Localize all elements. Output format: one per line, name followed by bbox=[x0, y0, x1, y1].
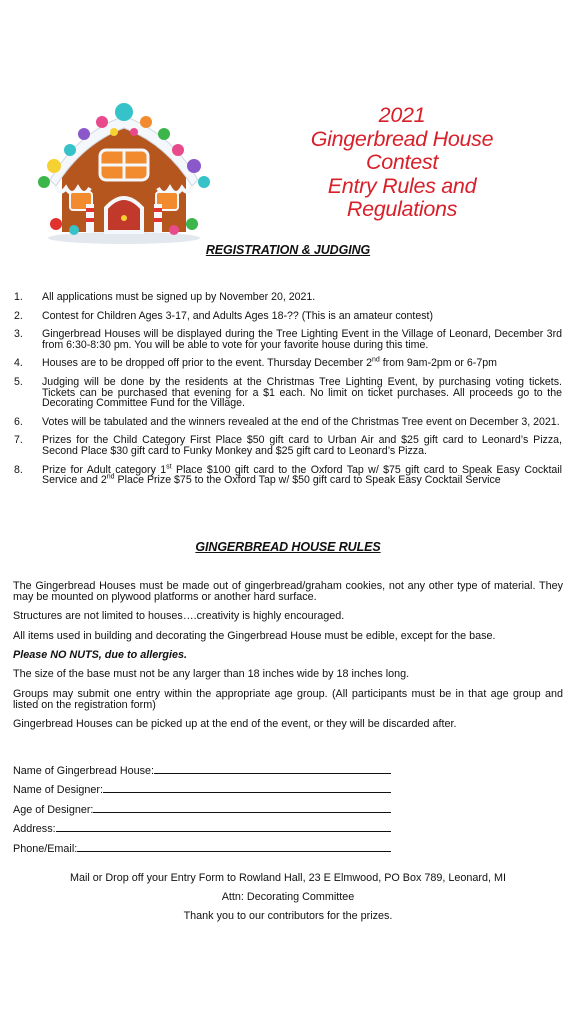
form-field[interactable] bbox=[13, 796, 413, 816]
footer-thanks: Thank you to our contributors for the prizes. bbox=[183, 910, 393, 922]
rule-text: Votes will be tabulated and the winners revealed at the end of the Christmas Tree event on December 3, 2021. bbox=[42, 415, 560, 428]
form-field[interactable] bbox=[13, 777, 413, 797]
rule-text: Prizes for the Child Category First Place $50 gift card to Urban Air and $25 gift card to Leonard’s Pizza, Second Place $30 gift card to Funky Monkey and $25 gift card to Leonard’s Pizza. bbox=[42, 434, 562, 457]
form-field[interactable] bbox=[13, 757, 413, 777]
rule-number: 2. bbox=[14, 309, 23, 322]
rule-item bbox=[14, 358, 562, 369]
house-rule: The Gingerbread Houses must be made out of gingerbread/graham cookies, not any other type of material. They may be mounted on plywood platforms or another hard surface. bbox=[13, 580, 563, 603]
rule-number: 6. bbox=[14, 415, 23, 428]
title-line: Gingerbread House bbox=[310, 126, 494, 151]
footer-attention: Attn: Decorating Committee bbox=[221, 891, 355, 903]
house-rule: Structures are not limited to houses….creativity is highly encouraged. bbox=[13, 610, 345, 623]
rule-number: 8. bbox=[14, 463, 23, 476]
rule-number: 3. bbox=[14, 328, 23, 341]
form-field-label: Age of Designer: bbox=[13, 803, 94, 816]
form-field-label: Phone/Email: bbox=[13, 842, 78, 855]
form-field-label: Name of Designer: bbox=[13, 784, 104, 796]
rule-text: Houses are to be dropped off prior to the event. Thursday December 2nd from 9am-2pm or 6-7pm bbox=[42, 356, 497, 370]
rule-text: All applications must be signed up by November 20, 2021. bbox=[42, 291, 316, 303]
page-title bbox=[292, 104, 512, 222]
rule-text: Gingerbread Houses will be displayed during the Tree Lighting Event in the Village of Leonard, December 3rd from 6:30-8:30 pm. You will be able to vote for your favorite house during this time. bbox=[42, 328, 562, 351]
form-field-blank[interactable] bbox=[103, 791, 391, 793]
title-line: Entry Rules and bbox=[327, 173, 477, 198]
rule-item bbox=[14, 417, 562, 428]
house-rule: All items used in building and decorating the Gingerbread House must be edible, except for the base. bbox=[13, 629, 496, 642]
house-rules-list bbox=[13, 581, 563, 738]
rule-number: 4. bbox=[14, 357, 23, 370]
rule-number: 1. bbox=[14, 291, 23, 303]
registration-judging-heading: REGISTRATION & JUDGING bbox=[205, 243, 371, 257]
allergy-warning: Please NO NUTS, due to allergies. bbox=[13, 648, 188, 661]
rule-item bbox=[14, 465, 562, 486]
form-field-blank[interactable] bbox=[154, 772, 391, 774]
rule-text: Judging will be done by the residents at the Christmas Tree Lighting Event, by purchasing voting tickets. Tickets can be purchased that evening for a $1 each. No limit on ticket purchases. All proceeds go to the Decorating Committee Fund for the Village. bbox=[42, 375, 562, 410]
entry-form bbox=[13, 757, 413, 855]
footer-mail-address: Mail or Drop off your Entry Form to Rowland Hall, 23 E Elmwood, PO Box 789, Leonard, MI bbox=[69, 872, 507, 884]
form-field-label: Address: bbox=[13, 823, 56, 835]
form-field[interactable] bbox=[13, 816, 413, 836]
rule-text: Contest for Children Ages 3-17, and Adults Ages 18-?? (This is an amateur contest) bbox=[42, 309, 434, 322]
title-line: Contest bbox=[366, 150, 438, 174]
house-rule: Groups may submit one entry within the appropriate age group. (All participants must be in that age group and listed on the registration form) bbox=[13, 687, 563, 711]
rule-number: 5. bbox=[14, 375, 23, 388]
rule-text: Prize for Adult category 1st Place $100 gift card to the Oxford Tap w/ $75 gift card to Speak Easy Cocktail Service and 2nd Place Prize $75 to the Oxford Tap w/ $50 gift card to Speak Easy Cocktail Service bbox=[42, 463, 562, 487]
rule-item bbox=[14, 329, 562, 350]
house-rules-heading: GINGERBREAD HOUSE RULES bbox=[195, 540, 381, 554]
title-line: Regulations bbox=[346, 197, 458, 221]
registration-rules-list bbox=[14, 292, 562, 494]
form-field-blank[interactable] bbox=[77, 850, 391, 852]
gingerbread-house-icon bbox=[26, 100, 222, 246]
form-field[interactable] bbox=[13, 835, 413, 855]
form-field-blank[interactable] bbox=[56, 830, 391, 832]
title-line: 2021 bbox=[378, 103, 426, 127]
form-field-blank[interactable] bbox=[93, 811, 391, 813]
form-field-label: Name of Gingerbread House: bbox=[13, 764, 155, 777]
house-rule: Gingerbread Houses can be picked up at the end of the event, or they will be discarded after. bbox=[13, 717, 457, 730]
rule-item bbox=[14, 435, 562, 456]
rule-item bbox=[14, 311, 562, 322]
rule-item bbox=[14, 377, 562, 409]
rule-item bbox=[14, 292, 562, 303]
house-rule: The size of the base must not be any larger than 18 inches wide by 18 inches long. bbox=[13, 668, 410, 681]
rule-number: 7. bbox=[14, 434, 23, 447]
